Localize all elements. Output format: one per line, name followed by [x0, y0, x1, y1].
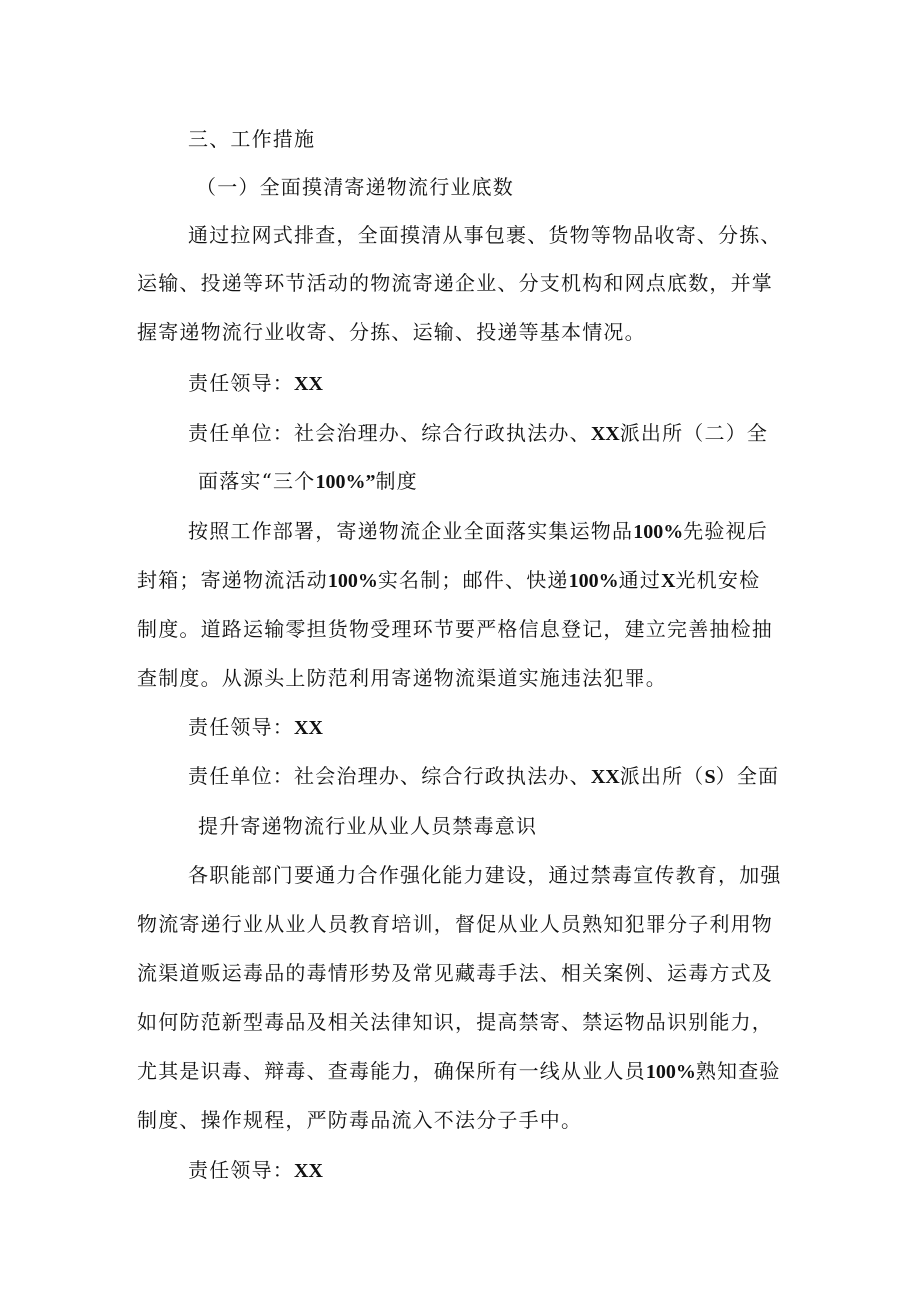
text-run: 按照工作部署，寄递物流企业全面落实集运物品 [188, 519, 634, 543]
paragraph-line: 流渠道贩运毒品的毒情形势及常见藏毒手法、相关案例、运毒方式及 [137, 961, 773, 985]
text-run: 熟知查验 [695, 1059, 781, 1083]
paragraph-line: 各职能部门要通力合作强化能力建设，通过禁毒宣传教育，加强 [188, 863, 782, 887]
text-run-bold: 100% [568, 570, 619, 592]
text-run: 封箱；寄递物流活动 [137, 568, 328, 592]
paragraph-line [137, 1058, 781, 1085]
paragraph-line: 物流寄递行业从业人员教育培训，督促从业人员熟知犯罪分子利用物 [137, 912, 773, 936]
subsection-title-2 [198, 468, 418, 495]
responsible-leader-2 [188, 714, 323, 741]
text-run: 光机安检 [675, 568, 761, 592]
unit-suffix: 派出所（ [619, 764, 705, 788]
paragraph-line: 查制度。从源头上防范利用寄递物流渠道实施违法犯罪。 [137, 666, 667, 690]
section-heading: 三、工作措施 [188, 127, 316, 151]
paragraph-line: 运输、投递等环节活动的物流寄递企业、分支机构和网点底数，并掌 [137, 271, 773, 295]
text-run-bold: 100% [327, 570, 378, 592]
unit-suffix-bold: S [704, 766, 716, 788]
unit-value: XX [590, 766, 620, 788]
text-run: 通过 [618, 568, 662, 592]
unit-label: 责任单位：社会治理办、综合行政执法办、 [188, 764, 591, 788]
paragraph-line [188, 518, 768, 545]
text-run-bold: 100% [633, 521, 684, 543]
text-run-bold: 100% [645, 1061, 696, 1083]
leader-value: XX [294, 717, 323, 739]
text-run: 先验视后 [683, 519, 769, 543]
leader-value: XX [294, 1160, 323, 1182]
leader-value: XX [294, 373, 323, 395]
text-run: 尤其是识毒、辩毒、查毒能力，确保所有一线从业人员 [137, 1059, 646, 1083]
paragraph-line: 制度、操作规程，严防毒品流入不法分子手中。 [137, 1108, 583, 1132]
text-run-bold: X [661, 570, 676, 592]
subsection-title-3: 提升寄递物流行业从业人员禁毒意识 [198, 814, 538, 838]
unit-label: 责任单位：社会治理办、综合行政执法办、 [188, 421, 591, 445]
title-part-bold: 100%” [315, 471, 376, 493]
text-run: 实名制；邮件、快递 [377, 568, 569, 592]
title-part: 面落实“三个 [198, 469, 316, 493]
responsible-unit-2 [188, 763, 779, 790]
unit-value: XX [590, 423, 620, 445]
paragraph-line: 通过拉网式排查，全面摸清从事包裹、货物等物品收寄、分拣、 [188, 223, 782, 247]
unit-suffix: 派出所（二）全 [619, 421, 769, 445]
leader-label: 责任领导： [188, 1158, 294, 1182]
paragraph-line: 握寄递物流行业收寄、分拣、运输、投递等基本情况。 [137, 320, 646, 344]
paragraph-line: 如何防范新型毒品及相关法律知识，提高禁寄、禁运物品识别能力， [137, 1010, 773, 1034]
subsection-title-1: （一）全面摸清寄递物流行业底数 [196, 175, 514, 199]
paragraph-line: 制度。道路运输零担货物受理环节要严格信息登记，建立完善抽检抽 [137, 617, 773, 641]
responsible-unit-1 [188, 420, 768, 447]
unit-suffix: ）全面 [715, 764, 780, 788]
paragraph-line [137, 567, 760, 594]
responsible-leader-1 [188, 370, 323, 397]
leader-label: 责任领导： [188, 371, 294, 395]
leader-label: 责任领导： [188, 715, 294, 739]
title-part: 制度 [375, 469, 418, 493]
responsible-leader-3 [188, 1157, 323, 1184]
